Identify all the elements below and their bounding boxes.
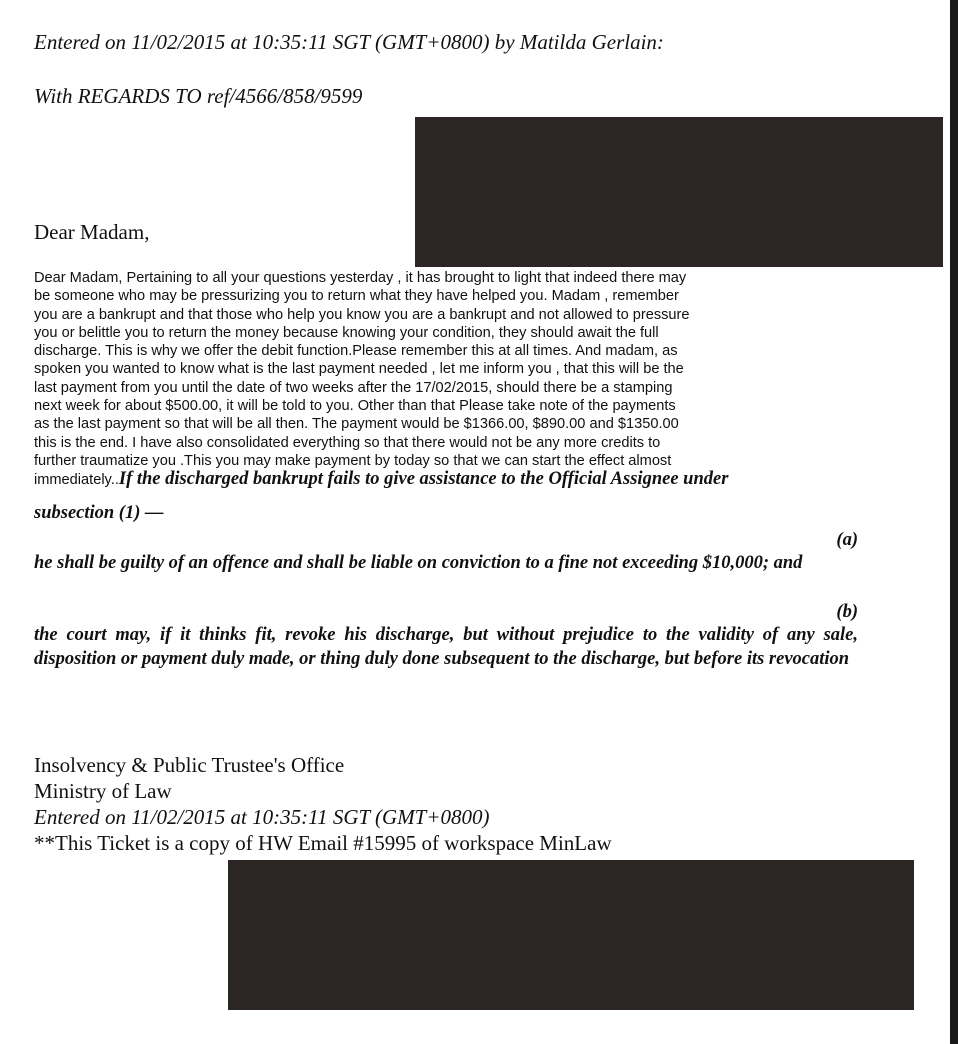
body-line: next week for about $500.00, it will be told to you. Other than that Please take note of the payments (34, 398, 676, 415)
signature-block (34, 752, 612, 856)
body-line: be someone who may be pressurizing you to return what they have helped you. Madam , remember (34, 288, 679, 305)
salutation: Dear Madam, (34, 220, 150, 244)
body-line-last (34, 470, 860, 489)
body-line: further traumatize you .This you may make payment by today so that we can start the effect almost (34, 452, 672, 469)
footer-entered-line: Entered on 11/02/2015 at 10:35:11 SGT (GMT+0800) (34, 805, 490, 829)
body-line: last payment from you until the date of two weeks after the 17/02/2015, should there be a stamping (34, 379, 673, 396)
body-line: discharge. This is why we offer the debit function.Please remember this at all times. And madam, as (34, 343, 678, 360)
body-line: spoken you wanted to know what is the last payment needed , let me inform you , that this will be the (34, 361, 684, 378)
letter-body (34, 269, 860, 490)
ministry-name: Ministry of Law (34, 779, 172, 803)
clause-marker-a: (a) (836, 530, 858, 550)
body-line: Dear Madam, Pertaining to all your questions yesterday , it has brought to light that indeed there may (34, 270, 687, 286)
redaction-block-top (415, 117, 943, 267)
office-name: Insolvency & Public Trustee's Office (34, 753, 345, 777)
body-line: as the last payment so that will be all then. The payment would be $1366.00, $890.00 and $1350.00 (34, 416, 679, 433)
scan-edge-shadow (950, 0, 958, 1044)
ticket-reference: **This Ticket is a copy of HW Email #15995 of workspace MinLaw (34, 831, 612, 855)
legal-lead-continuation: subsection (1) — (34, 503, 164, 523)
body-line: you are a bankrupt and that those who help you know you are a bankrupt and not allowed to pressure (34, 306, 690, 323)
body-last-prefix: immediately.. (34, 472, 119, 489)
body-line: you or belittle you to return the money because knowing your condition, they should await the full (34, 324, 659, 341)
clause-b-text: the court may, if it thinks fit, revoke his discharge, but without prejudice to the validity of any sale, disposition or payment duly made, or thing duly done subsequent to the discharge, but before its revocation (34, 625, 858, 669)
regards-reference: With REGARDS TO ref/4566/858/9599 (34, 84, 363, 108)
clause-a-text: he shall be guilty of an offence and shall be liable on conviction to a fine not exceeding $10,000; and (34, 553, 803, 573)
clause-marker-b: (b) (836, 602, 858, 622)
entry-header: Entered on 11/02/2015 at 10:35:11 SGT (GMT+0800) by Matilda Gerlain: (34, 30, 664, 54)
legal-lead: If the discharged bankrupt fails to give assistance to the Official Assignee under (118, 469, 729, 490)
redaction-block-bottom (228, 860, 914, 1010)
body-line: this is the end. I have also consolidated everything so that there would not be any more credits to (34, 434, 661, 451)
